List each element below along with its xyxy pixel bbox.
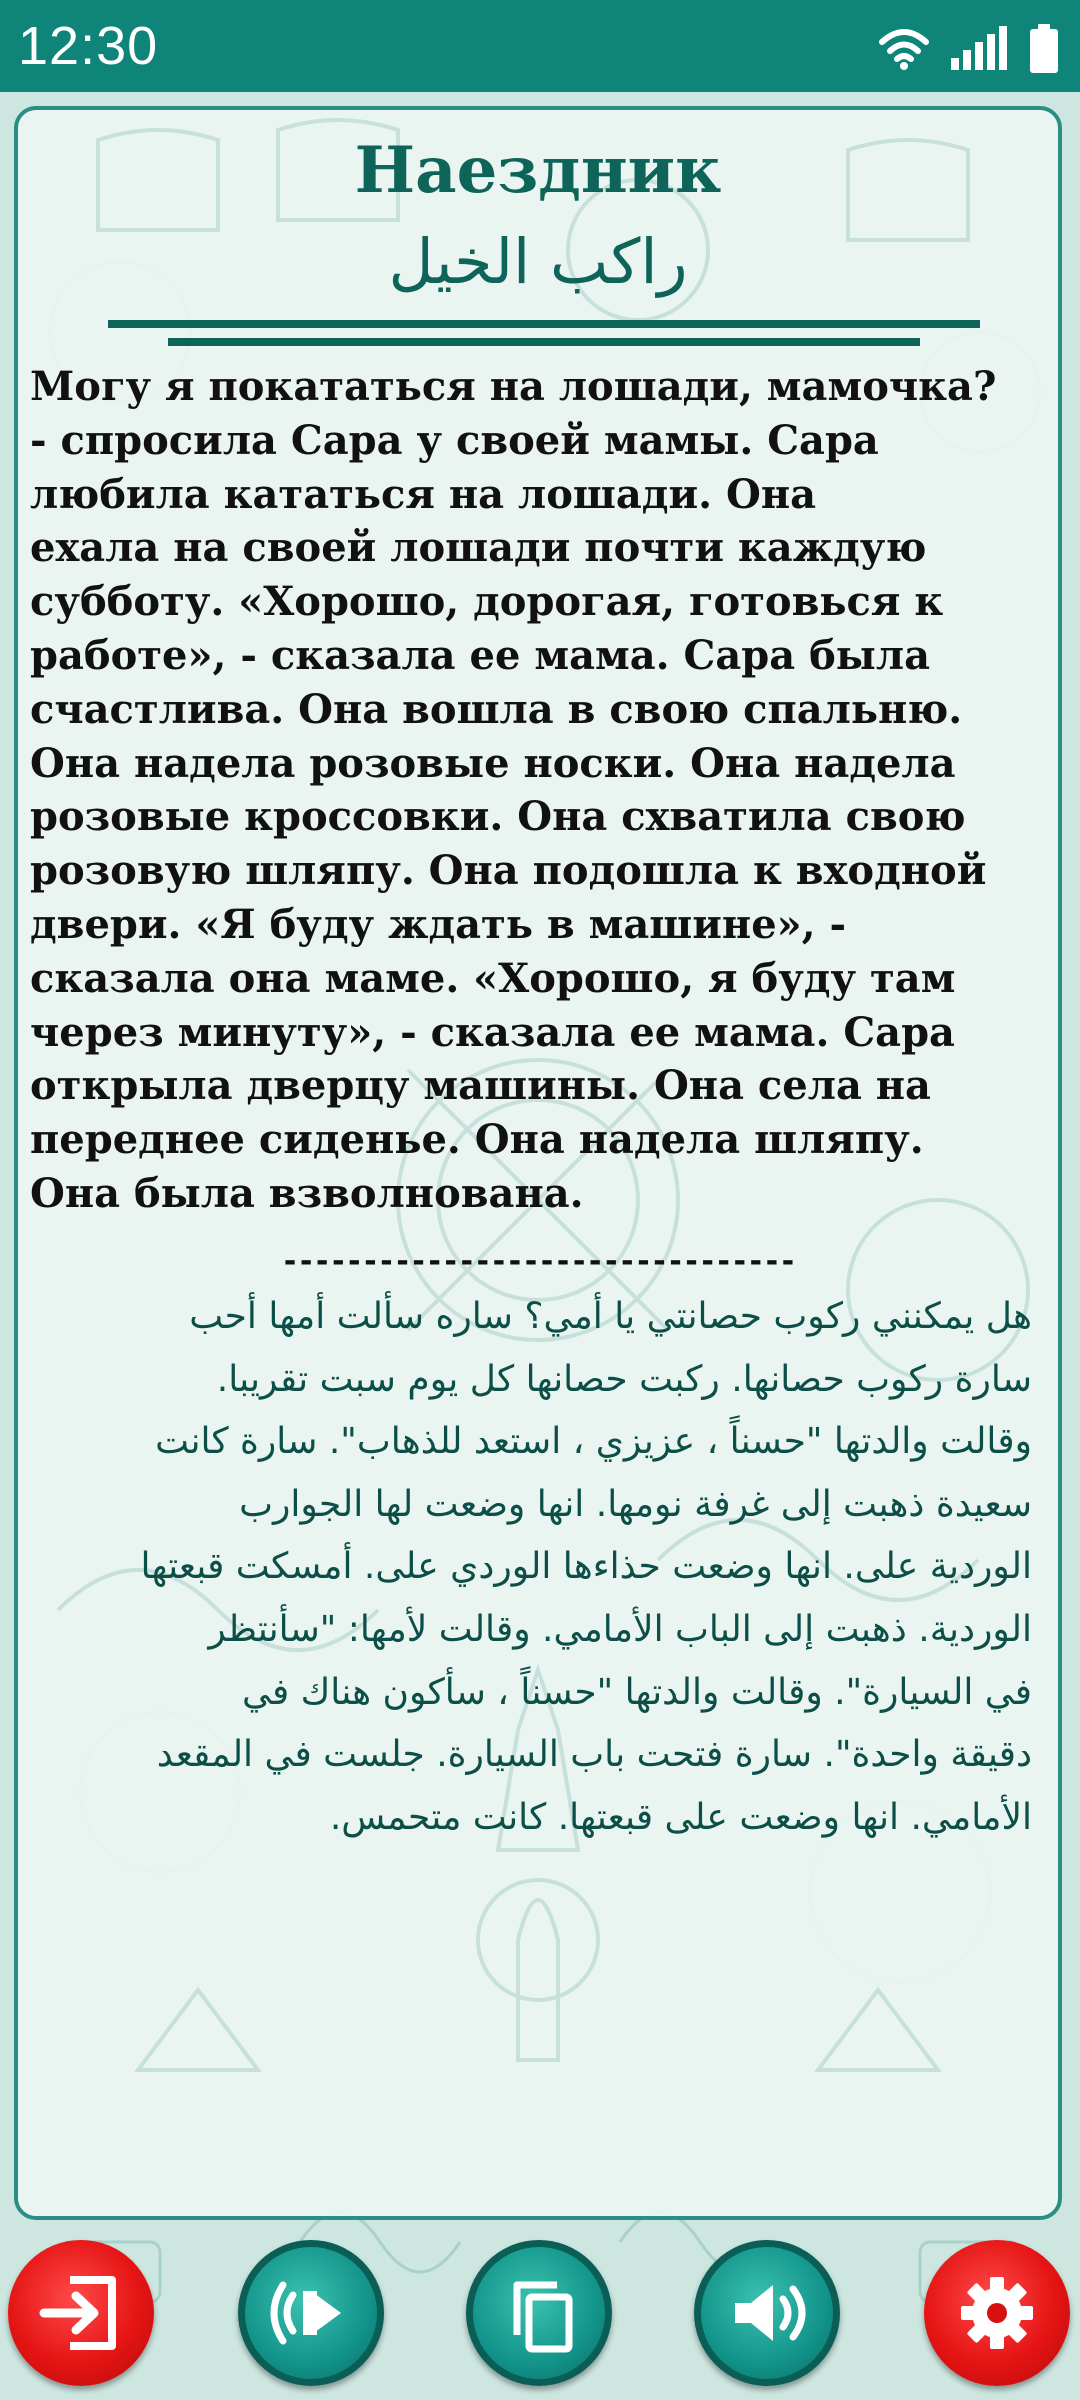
volume-button[interactable] — [694, 2240, 840, 2386]
exit-button[interactable] — [8, 2240, 154, 2386]
status-time: 12:30 — [18, 16, 159, 76]
listen-button[interactable] — [238, 2240, 384, 2386]
play-sound-icon — [245, 2247, 377, 2379]
status-bar — [0, 0, 1080, 92]
gear-icon — [924, 2240, 1070, 2386]
story-text-ru: Могу я покататься на лошади, мамочка? - спросила Сара у своей мамы. Сара любила кататься на лошади. Она ехала на своей лошади почти каждую субботу. «Хорошо, дорогая, готовься к работе», - сказала ее мама. Сара была счастлива. Она вошла в свою спальню. Она надела розовые носки. Она надела розовые кроссовки. Она схватила свою розовую шляпу. Она подошла к входной двери. «Я буду ждать в машине», - сказала она маме. «Хорошо, я буду там через минуту», - сказала ее мама. Сара открыла дверцу машины. Она села на переднее сиденье. Она надела шляпу. Она была взволнована. — [30, 363, 997, 1217]
exit-icon — [8, 2240, 154, 2386]
bottom-toolbar — [0, 2226, 1080, 2400]
section-divider: -------------------------------- — [281, 1244, 795, 1279]
settings-button[interactable] — [924, 2240, 1070, 2386]
signal-icon — [949, 24, 1009, 72]
story-title-ar: راكب الخيل — [388, 225, 688, 298]
volume-icon — [701, 2247, 833, 2379]
title-underline-short — [168, 338, 920, 346]
wifi-icon — [878, 24, 930, 72]
title-underline — [108, 320, 980, 328]
copy-icon — [473, 2247, 605, 2379]
story-title-ru: Наездник — [354, 133, 722, 208]
story-card — [14, 106, 1062, 2220]
story-text-ar: هل يمكنني ركوب حصانتي يا أمي؟ ساره سألت أمها أحب سارة ركوب حصانها. ركبت حصانها كل يوم سبت تقريبا. وقالت والدتها "حسناً ، عزيزي ، استعد للذهاب". سارة كانت سعيدة ذهبت إلى غرفة نومها. انها وضعت لها الجوارب الوردية على. انها وضعت حذاءها الوردي على. أمسكت قبعتها الوردية. ذهبت إلى الباب الأمامي. وقالت لأمها: "سأنتظر في السيارة". وقالت والدتها "حسناً ، سأكون هناك في دقيقة واحدة". سارة فتحت باب السيارة. جلست في المقعد الأمامي. انها وضعت على قبعتها. كانت متحمس. — [140, 1296, 1032, 1838]
status-icons — [864, 24, 1060, 74]
copy-button[interactable] — [466, 2240, 612, 2386]
battery-icon — [1028, 24, 1060, 74]
